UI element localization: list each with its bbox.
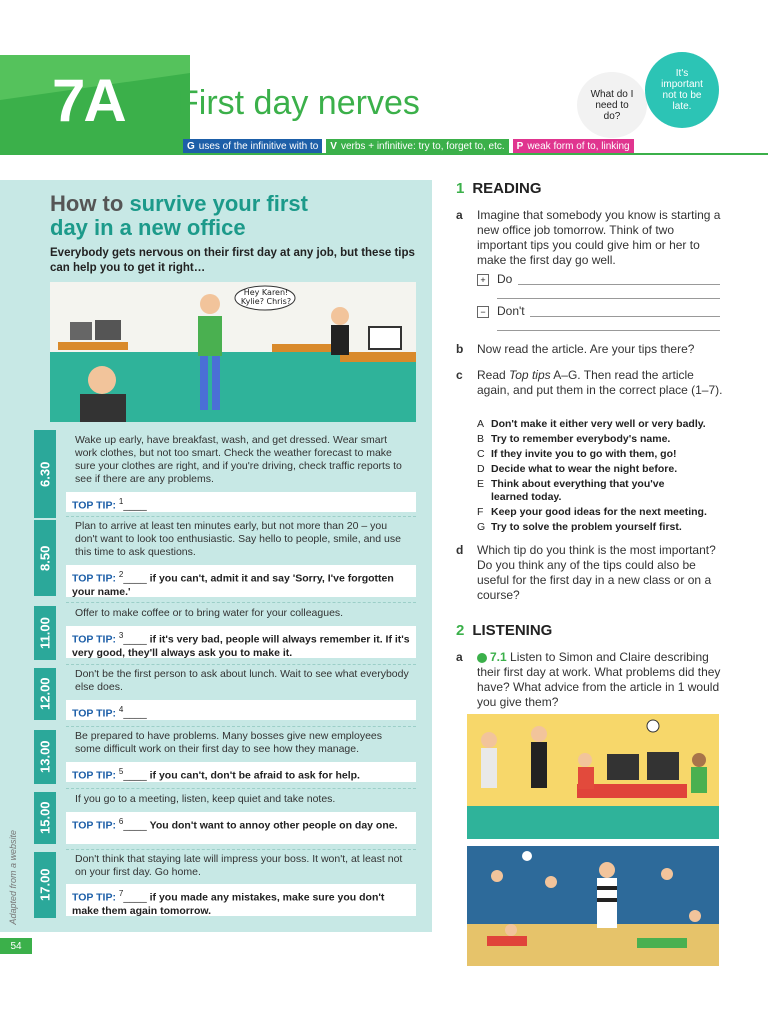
option-a: A Don't make it either very well or very badly. [477,418,706,430]
option-c: C If they invite you to go with them, go! [477,448,677,460]
answer-line[interactable] [497,298,720,299]
source-credit: Adapted from a website [8,830,18,925]
top-tip-box: TOP TIP: $^5$____ if you can't, don't be afraid to ask for help. [66,762,416,782]
option-g: G Try to solve the problem yourself first. [477,521,682,533]
question-c: Read Top tips A–G. Then read the article again, and put them in the correct place (1–7). [477,368,723,397]
top-tip-box: TOP TIP: $^6$____ You don't want to annoy other people on day one. [66,812,416,844]
do-label: Do [497,272,513,286]
section-text: If you go to a meeting, listen, keep quiet and take notes. [75,793,336,805]
question-letter: c [456,368,463,382]
grammar-tag: G uses of the infinitive with to [183,139,322,154]
answer-line[interactable] [497,330,720,331]
question-b: Now read the article. Are your tips there? [477,342,695,356]
section-text: Offer to make coffee or to bring water for your colleagues. [75,607,344,619]
reading-heading: 1 READING [456,180,542,197]
divider [66,602,416,603]
classroom-scene-illustration [467,846,719,966]
answer-line[interactable] [518,284,720,285]
time-marker: 6.30 [34,430,56,518]
option-d: D Decide what to wear the night before. [477,463,678,475]
dont-label: Don't [497,304,525,318]
top-tip-box: TOP TIP: $^1$____ [66,492,416,512]
page-number: 54 [0,938,32,954]
article-subtitle: Everybody gets nervous on their first day at any job, but these tips can help you to get it right… [50,247,415,274]
unit-number: 7A [52,67,125,134]
section-text: Don't think that staying late will impress your boss. It won't, at least not on your first day. Go home. [75,853,403,878]
question-letter: d [456,543,464,557]
header-divider [0,153,768,155]
speech-bubble-caption: Hey Karen! Kylie? Chris? [240,288,292,306]
top-tip-box: TOP TIP: $^3$____ if it's very bad, people will always remember it. If it's very good, they'll always ask you to make it. [66,626,416,658]
speech-bubble-right: It's important not to be late. [645,52,719,128]
time-marker: 8.50 [34,520,56,596]
time-marker: 13.00 [34,730,56,784]
top-tip-box: TOP TIP: $^7$____ if you made any mistakes, make sure you don't make them again tomorrow. [66,884,416,916]
minus-icon: − [477,306,489,318]
top-tip-box: TOP TIP: $^4$____ [66,700,416,720]
plus-icon: + [477,274,489,286]
divider [66,849,416,850]
divider [66,788,416,789]
unit-title: First day nerves [178,84,420,122]
section-text: Don't be the first person to ask about lunch. Wait to see what everybody else does. [75,668,409,693]
section-text: Wake up early, have breakfast, wash, and get dressed. Wear smart work clothes, but not too smart. Check the weather forecast to make sure your clothes are right, and if you're driving, check traffic reports to see if there are any problems. [75,434,402,485]
option-e-cont: learned today. [491,491,562,503]
divider [66,664,416,665]
question-letter: b [456,342,464,356]
divider [66,726,416,727]
question-letter: a [456,650,463,664]
listening-heading: 2 LISTENING [456,622,553,639]
article-title: How to survive your first day in a new office [50,191,308,240]
time-marker: 11.00 [34,606,56,660]
pronunciation-tag: P weak form of to, linking [513,139,634,154]
speech-bubble-left: What do I need to do? [577,72,647,138]
question-d: Which tip do you think is the most important? Do you think any of the tips could also be useful for the first day in a new class or on a course? [477,543,716,602]
divider [66,516,416,517]
focus-tags [183,139,634,154]
section-text: Be prepared to have problems. Many bosses give new employees some difficult work on their first day to see how they manage. [75,730,383,755]
answer-line[interactable] [530,316,720,317]
time-marker: 15.00 [34,792,56,844]
time-marker: 17.00 [34,852,56,918]
listening-question-a: 7.1 Listen to Simon and Claire describing their first day at work. What problems did they have? What advice from the article in 1 would you give them? [477,650,721,709]
vocabulary-tag: V verbs + infinitive: try to, forget to, etc. [326,139,508,154]
option-b: B Try to remember everybody's name. [477,433,671,445]
audio-icon[interactable] [477,653,487,663]
office-illustration [50,282,416,422]
question-a: Imagine that somebody you know is starting a new office job tomorrow. Think of two important tips you could give him or her to make the first day go well. [477,208,721,267]
section-text: Plan to arrive at least ten minutes early, but not more than 20 – you don't want to look too enthusiastic. Say hello to people, smile, and use this time to ask questions. [75,520,401,558]
option-e: E Think about everything that you've [477,478,665,490]
option-f: F Keep your good ideas for the next meeting. [477,506,707,518]
office-scene-illustration [467,714,719,839]
time-marker: 12.00 [34,668,56,720]
question-letter: a [456,208,463,222]
top-tip-box: TOP TIP: $^2$____ if you can't, admit it and say 'Sorry, I've forgotten your name.' [66,565,416,597]
